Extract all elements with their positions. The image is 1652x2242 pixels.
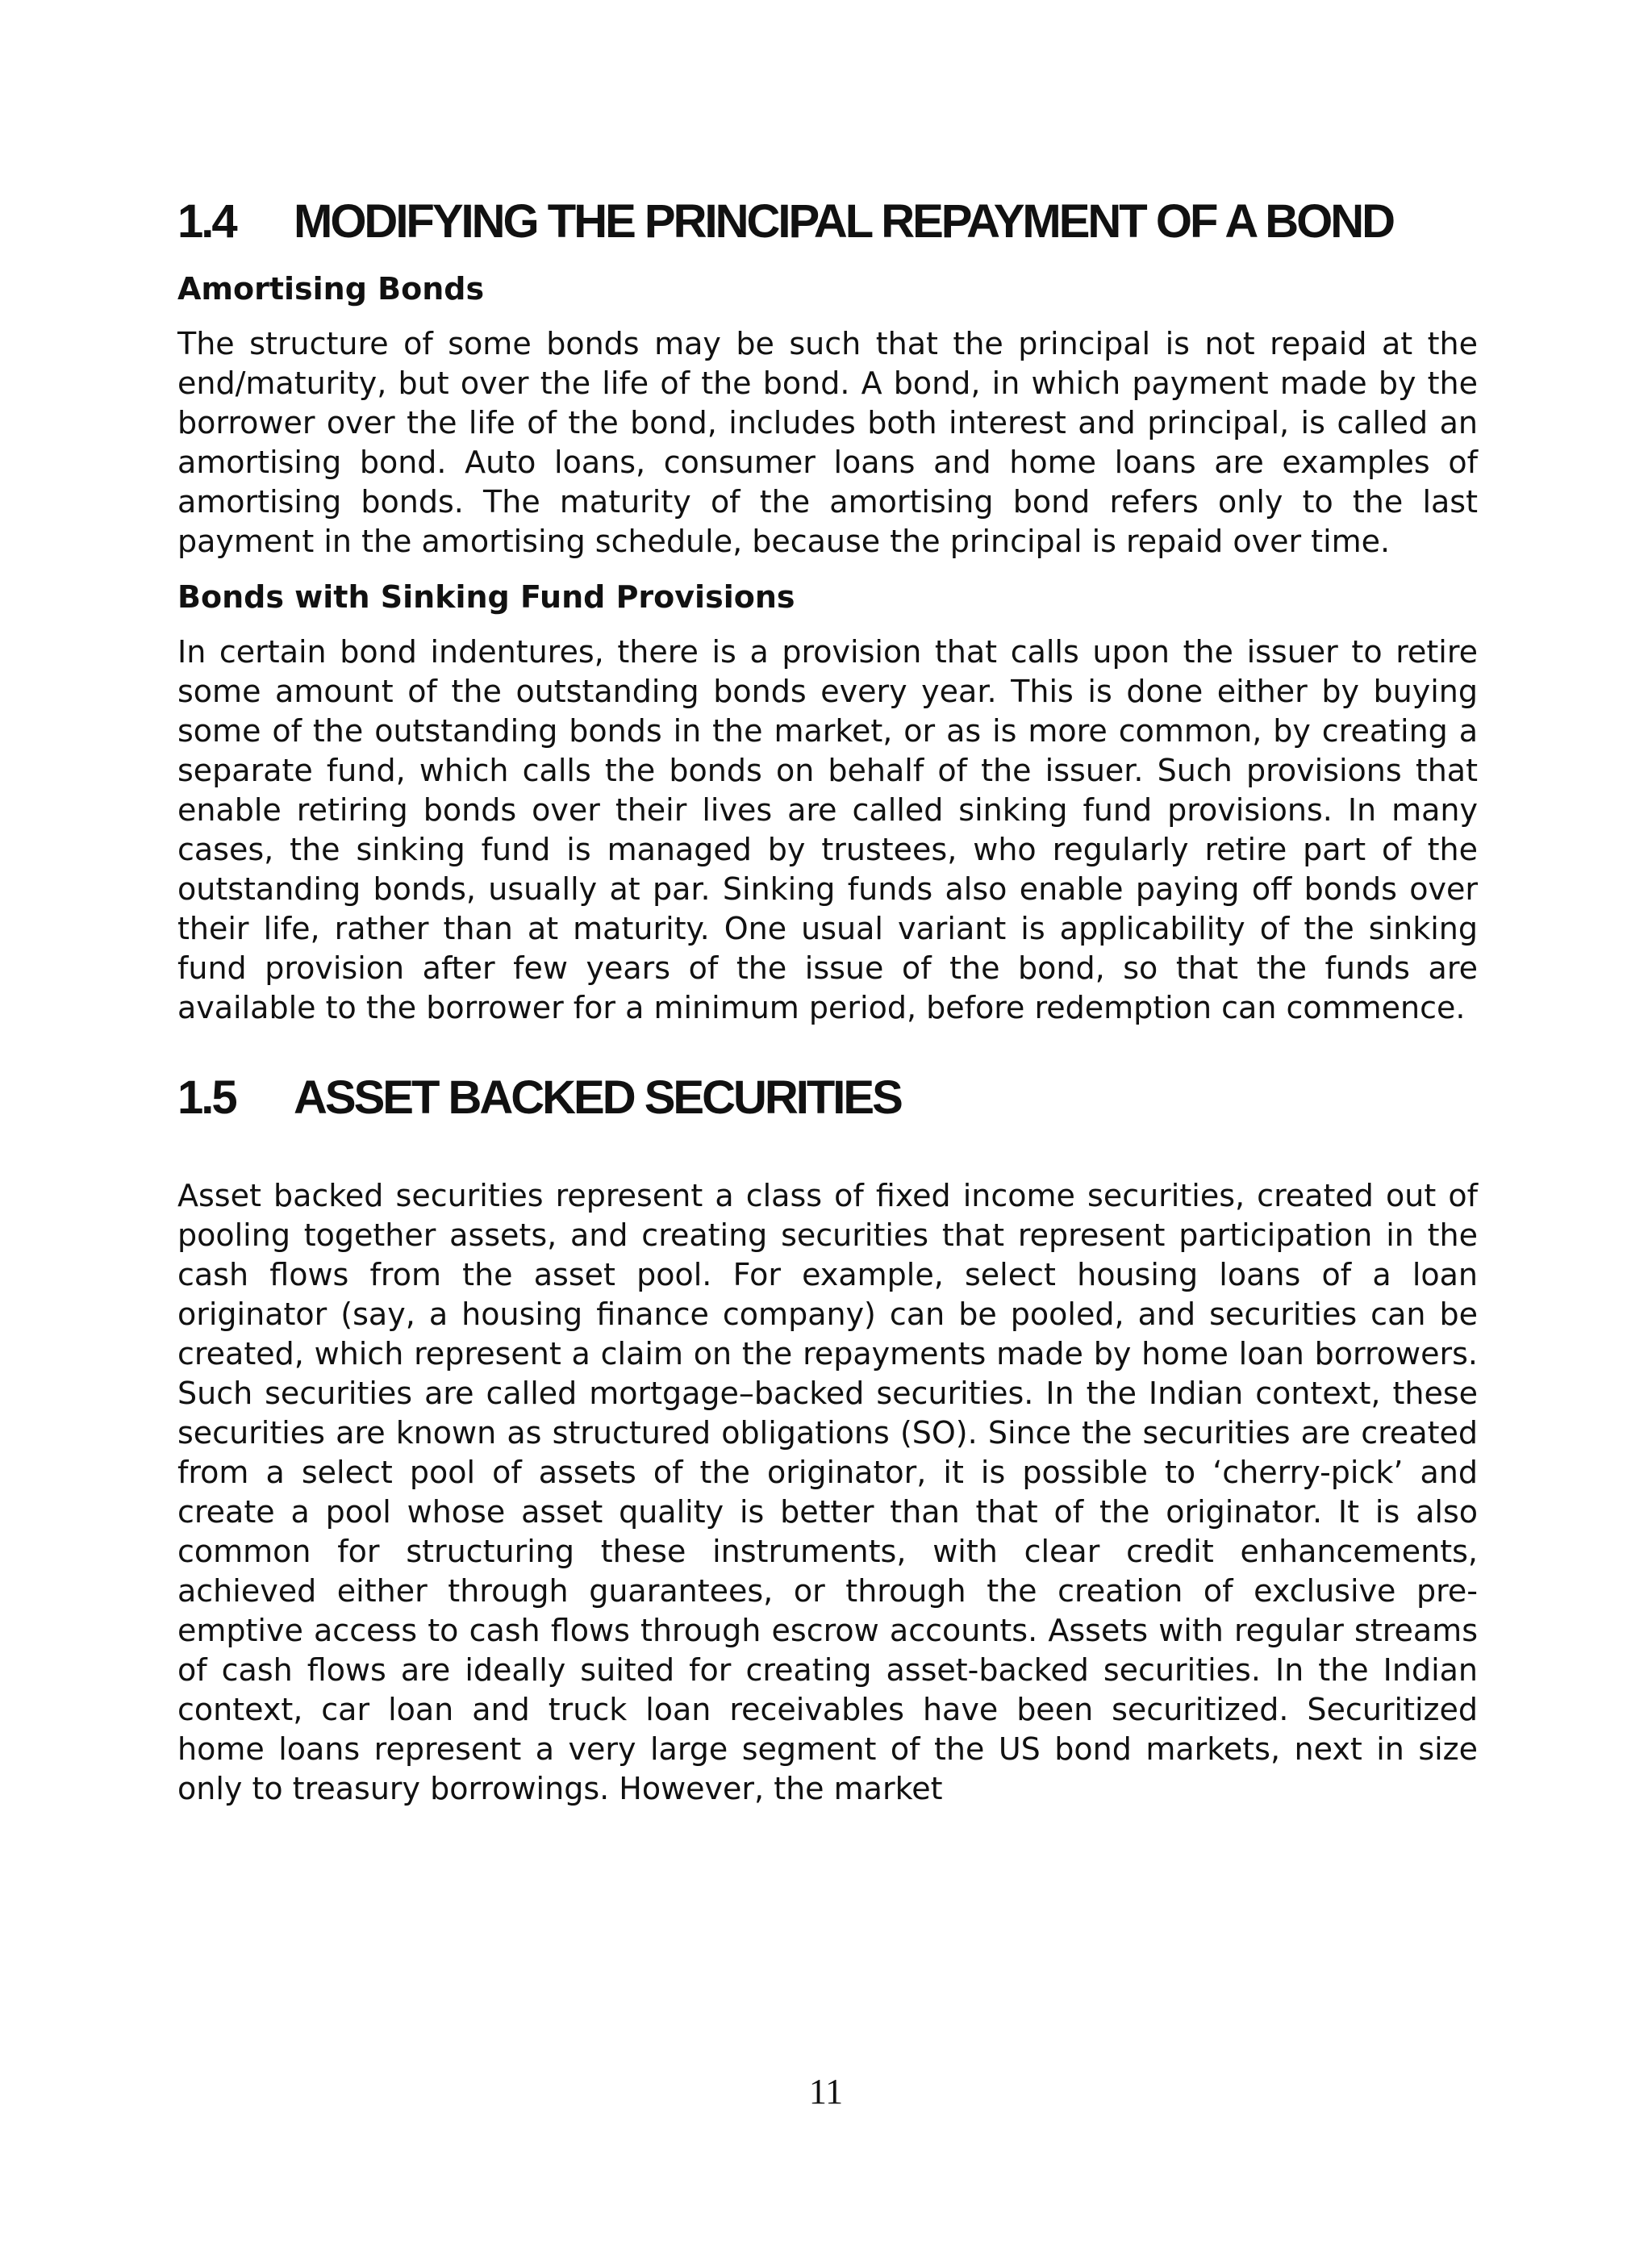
paragraph-asset-backed-securities: Asset backed securities represent a class of fixed income securities, created out of pooling together assets, and creating securities that represent participation in the cash flows from the asset pool. For example, select housing loans of a loan originator (say, a housing finance company) can be pooled, and securities can be created, which represent a claim on the repayments made by home loan borrowers. Such securities are called mortgage–backed securities. In the Indian context, these securities are known as structured obligations (SO). Since the securities are created from a select pool of assets of the originator, it is possible to ‘cherry-pick’ and create a pool whose asset quality is better than that of the originator. It is also common for structuring these instruments, with clear credit enhancements, achieved either through guarantees, or through the creation of exclusive pre-emptive access to cash flows through escrow accounts. Assets with regular streams of cash flows are ideally suited for creating asset-backed securities. In the Indian context, car loan and truck loan receivables have been securitized. Securitized home loans represent a very large segment of the US bond markets, next in size only to treasury borrowings. However, the market: [177, 1178, 1478, 1806]
paragraph-amortising-bonds: The structure of some bonds may be such that the principal is not repaid at the end/maturity, but over the life of the bond. A bond, in which payment made by the borrower over the life of the bond, includes both interest and principal, is called an amortising bond. Auto loans, consumer loans and home loans are examples of amortising bonds. The maturity of the amortising bond refers only to the last payment in the amortising schedule, because the principal is repaid over time.: [177, 326, 1478, 559]
section-heading-1-5: [177, 1060, 1478, 1136]
section-title: MODIFYING THE PRINCIPAL REPAYMENT OF A BOND: [294, 195, 1393, 248]
section-number: 1.4: [177, 195, 236, 248]
section-heading-1-4: [177, 184, 1478, 260]
subheading-amortising-bonds: Amortising Bonds: [177, 271, 485, 307]
section-number: 1.5: [177, 1071, 236, 1124]
subheading-sinking-fund: Bonds with Sinking Fund Provisions: [177, 579, 795, 615]
page-content: [177, 184, 1478, 1809]
section-title: ASSET BACKED SECURITIES: [294, 1071, 901, 1124]
paragraph-sinking-fund: In certain bond indentures, there is a provision that calls upon the issuer to retire some amount of the outstanding bonds every year. This is done either by buying some of the outstanding bonds in the market, or as is more common, by creating a separate fund, which calls the bonds on behalf of the issuer. Such provisions that enable retiring bonds over their lives are called sinking fund provisions. In many cases, the sinking fund is managed by trustees, who regularly retire part of the outstanding bonds, usually at par. Sinking funds also enable paying off bonds over their life, rather than at maturity. One usual variant is applicability of the sinking fund provision after few years of the issue of the bond, so that the funds are available to the borrower for a minimum period, before redemption can commence.: [177, 634, 1478, 1025]
page-number: 11: [808, 2072, 844, 2111]
